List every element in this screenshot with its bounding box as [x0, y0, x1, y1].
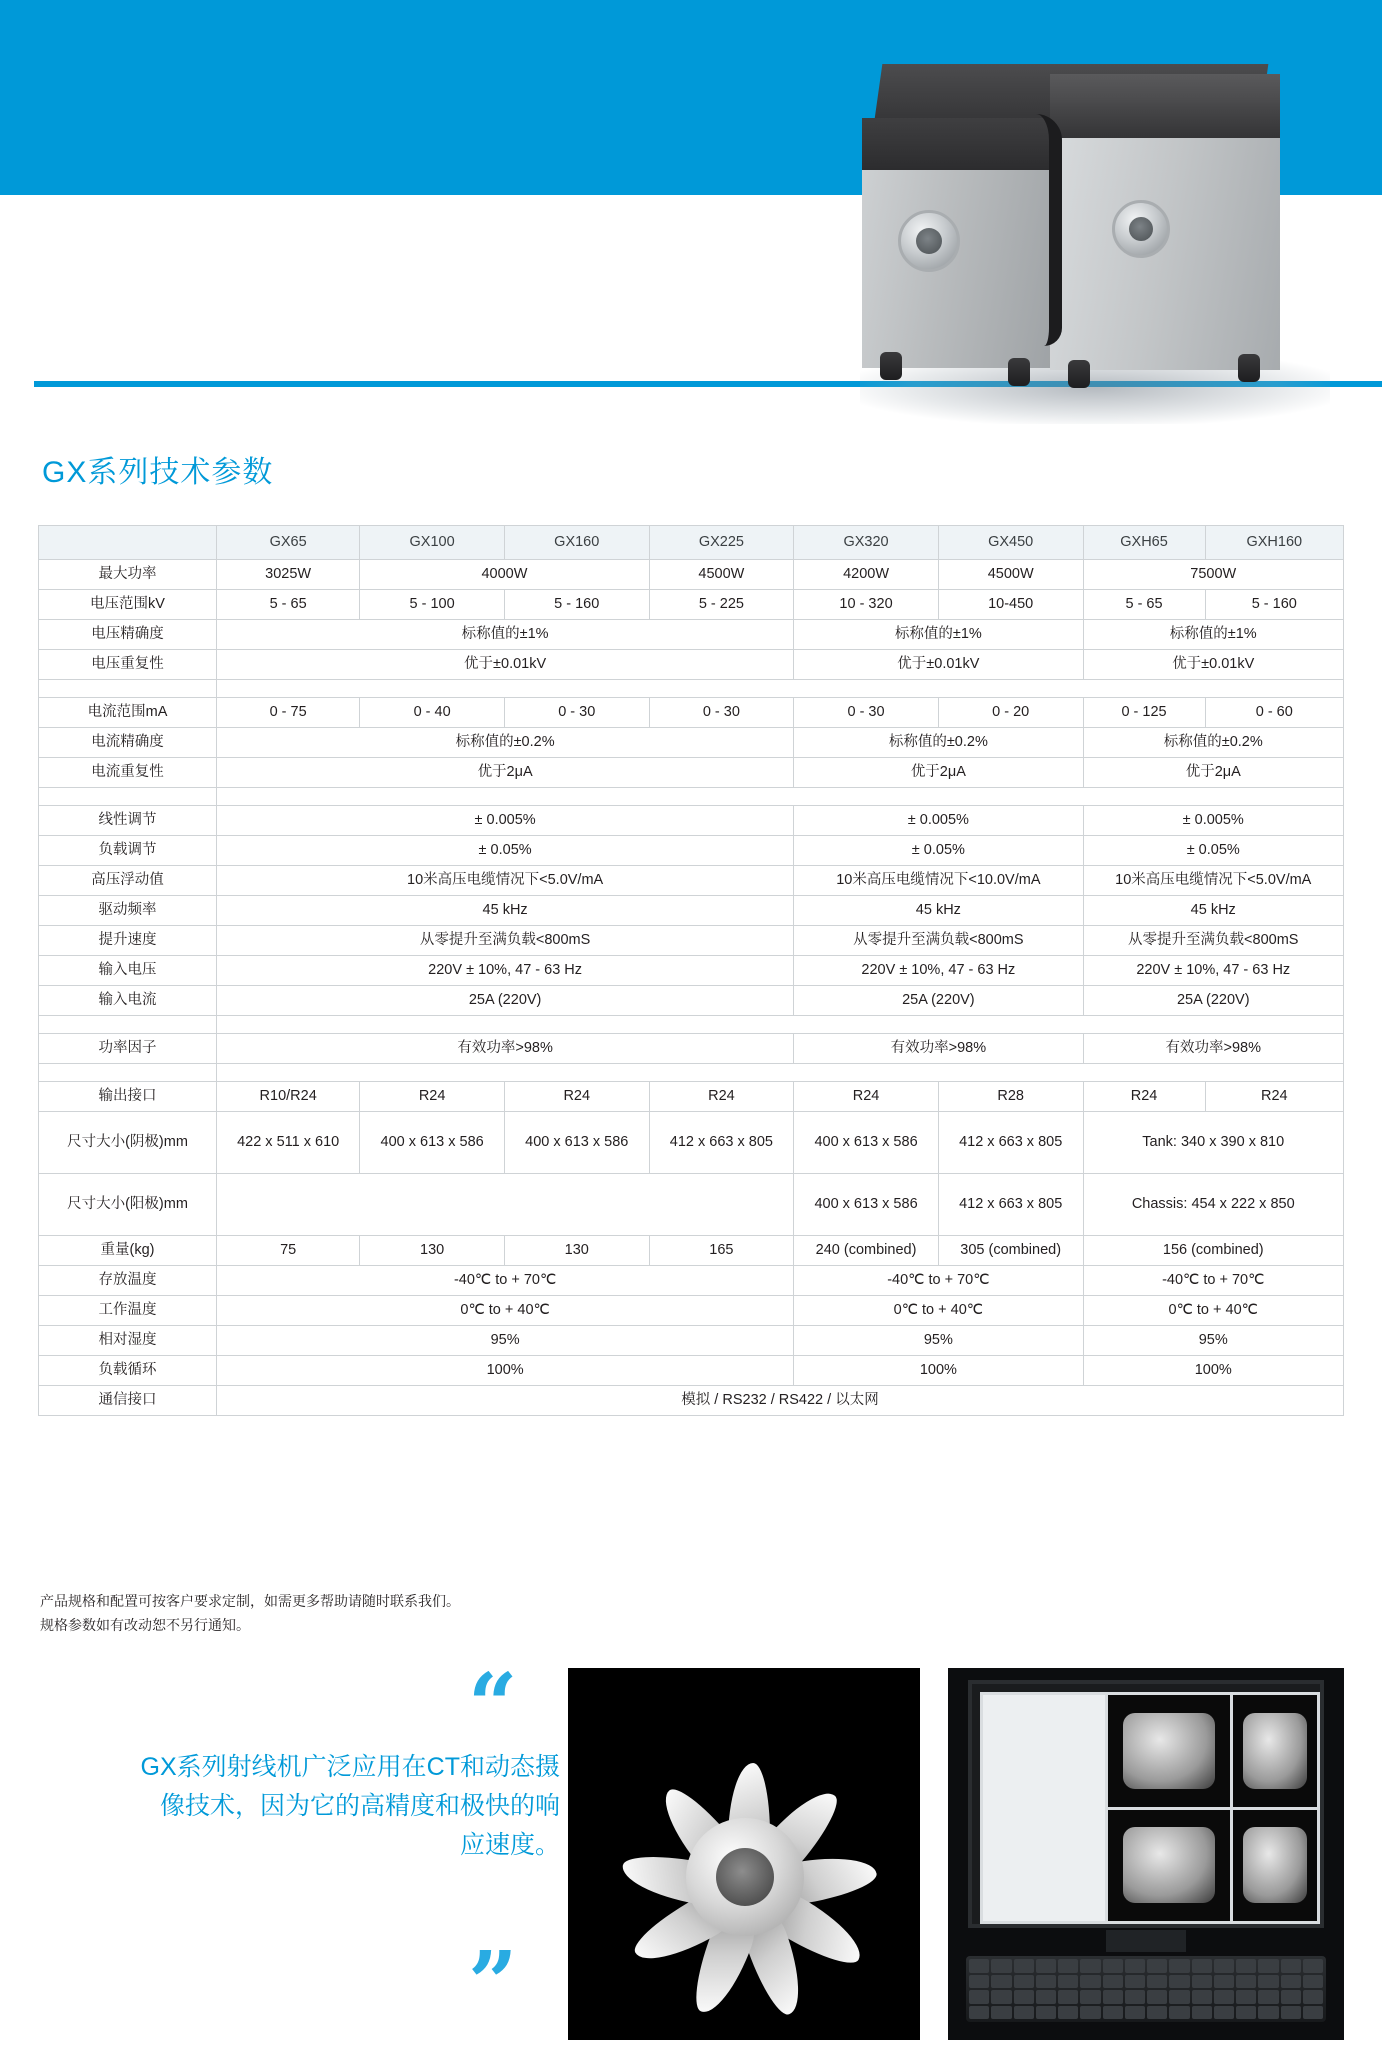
spec-row-label: 驱动频率	[39, 896, 217, 926]
spec-cell: -40℃ to + 70℃	[1083, 1266, 1344, 1296]
spec-row-label: 输入电压	[39, 956, 217, 986]
keyboard-key	[1080, 1959, 1100, 1973]
spec-cell: 400 x 613 x 586	[794, 1112, 939, 1174]
spec-column-header-gx160: GX160	[504, 526, 649, 560]
keyboard-key	[1058, 2006, 1078, 2020]
table-row	[39, 956, 1344, 986]
table-row	[39, 1356, 1344, 1386]
spec-cell: 25A (220V)	[794, 986, 1083, 1016]
spacer-label-cell	[39, 1016, 217, 1034]
spec-cell: 0 - 60	[1205, 698, 1343, 728]
table-row	[39, 560, 1344, 590]
spec-cell: ± 0.05%	[794, 836, 1083, 866]
spec-cell: R24	[649, 1082, 794, 1112]
spec-cell: 7500W	[1083, 560, 1344, 590]
table-row	[39, 1266, 1344, 1296]
keyboard-key	[1147, 1990, 1167, 2004]
spec-row-label: 尺寸大小(阴极)mm	[39, 1112, 217, 1174]
spec-cell: 165	[649, 1236, 794, 1266]
ct-part-render	[1123, 1713, 1216, 1789]
quote-text: GX系列射线机广泛应用在CT和动态摄像技术，因为它的高精度和极快的响应速度。	[140, 1753, 560, 1859]
spec-cell: 4000W	[360, 560, 649, 590]
ct-part-render	[1243, 1713, 1307, 1789]
spec-row-label: 最大功率	[39, 560, 217, 590]
table-row	[39, 620, 1344, 650]
keyboard-key	[1125, 1990, 1145, 2004]
spec-cell: R28	[938, 1082, 1083, 1112]
spec-cell: 10米高压电缆情况下<5.0V/mA	[217, 866, 794, 896]
spec-cell: R24	[794, 1082, 939, 1112]
spec-cell: ± 0.05%	[1083, 836, 1344, 866]
ct-viewport-top-left	[1108, 1695, 1230, 1807]
keyboard-key	[1192, 2006, 1212, 2020]
keyboard-key	[1080, 2006, 1100, 2020]
spec-cell: R24	[1083, 1082, 1205, 1112]
keyboard-key	[1125, 1959, 1145, 1973]
spec-cell: ± 0.05%	[217, 836, 794, 866]
footnotes	[40, 1590, 460, 1638]
spec-cell: 95%	[1083, 1326, 1344, 1356]
spec-cell: 0 - 30	[649, 698, 794, 728]
spec-row-label: 输出接口	[39, 1082, 217, 1112]
spec-cell: 412 x 663 x 805	[938, 1174, 1083, 1236]
keyboard-key	[1014, 2006, 1034, 2020]
keyboard-key	[1192, 1975, 1212, 1989]
keyboard-key	[1214, 1959, 1234, 1973]
spec-cell: 130	[360, 1236, 505, 1266]
table-row	[39, 1034, 1344, 1064]
keyboard-key	[1058, 1975, 1078, 1989]
spec-cell: R24	[1205, 1082, 1343, 1112]
spec-row-label: 功率因子	[39, 1034, 217, 1064]
spacer-label-cell	[39, 680, 217, 698]
keyboard-key	[969, 1959, 989, 1973]
spec-cell: 45 kHz	[794, 896, 1083, 926]
table-spacer-row	[39, 1064, 1344, 1082]
machine-wheel	[1008, 358, 1030, 386]
spec-cell	[217, 1174, 794, 1236]
spec-cell: 优于2μA	[217, 758, 794, 788]
photo-ct-impeller	[568, 1668, 920, 2040]
keyboard-key	[1236, 2006, 1256, 2020]
spec-row-label: 工作温度	[39, 1296, 217, 1326]
spec-cell: 400 x 613 x 586	[794, 1174, 939, 1236]
keyboard-key	[1236, 1990, 1256, 2004]
spec-row-label: 电压精确度	[39, 620, 217, 650]
keyboard-key	[1303, 2006, 1323, 2020]
machine-output-port-left-core	[916, 228, 942, 254]
spec-cell: 标称值的±0.2%	[1083, 728, 1344, 758]
spec-cell: 156 (combined)	[1083, 1236, 1344, 1266]
spec-cell: 412 x 663 x 805	[938, 1112, 1083, 1174]
spec-cell: 5 - 160	[504, 590, 649, 620]
spec-cell: 从零提升至满负载<800mS	[217, 926, 794, 956]
table-row	[39, 758, 1344, 788]
spec-cell: 3025W	[217, 560, 360, 590]
keyboard-key	[1192, 1990, 1212, 2004]
quote-open-mark: “	[468, 1655, 518, 1756]
specification-table	[38, 525, 1344, 1416]
spec-row-label: 重量(kg)	[39, 1236, 217, 1266]
keyboard-key	[1258, 1975, 1278, 1989]
keyboard-key	[1169, 1990, 1189, 2004]
spec-cell: 标称值的±0.2%	[794, 728, 1083, 758]
spec-cell: 5 - 225	[649, 590, 794, 620]
spec-cell: 0 - 40	[360, 698, 505, 728]
keyboard-key	[1125, 2006, 1145, 2020]
table-spacer-row	[39, 680, 1344, 698]
spec-cell: 100%	[1083, 1356, 1344, 1386]
spec-table-head	[39, 526, 1344, 560]
spec-cell: 优于±0.01kV	[794, 650, 1083, 680]
spec-table-corner-cell	[39, 526, 217, 560]
keyboard-key	[1258, 1959, 1278, 1973]
table-spacer-row	[39, 788, 1344, 806]
spec-row-label: 存放温度	[39, 1266, 217, 1296]
spec-cell: R24	[504, 1082, 649, 1112]
spec-cell: 95%	[217, 1326, 794, 1356]
spec-cell: 100%	[217, 1356, 794, 1386]
spec-cell: 10米高压电缆情况下<10.0V/mA	[794, 866, 1083, 896]
machine-wheel	[880, 352, 902, 380]
spec-cell: 25A (220V)	[217, 986, 794, 1016]
keyboard-key	[1036, 1959, 1056, 1973]
table-spacer-row	[39, 1016, 1344, 1034]
monitor-screen	[980, 1692, 1320, 1924]
table-row	[39, 650, 1344, 680]
spec-cell: 0℃ to + 40℃	[1083, 1296, 1344, 1326]
spec-cell: 400 x 613 x 586	[360, 1112, 505, 1174]
keyboard-key	[1303, 1990, 1323, 2004]
spec-cell: Chassis: 454 x 222 x 850	[1083, 1174, 1344, 1236]
spec-table-header-row	[39, 526, 1344, 560]
spec-cell: 优于±0.01kV	[217, 650, 794, 680]
spec-row-label: 负载调节	[39, 836, 217, 866]
spec-cell: 45 kHz	[1083, 896, 1344, 926]
spec-column-header-gx320: GX320	[794, 526, 939, 560]
spec-cell: 0 - 20	[938, 698, 1083, 728]
table-row	[39, 1386, 1344, 1416]
machine-wheel	[1068, 360, 1090, 388]
ct-part-render	[1123, 1827, 1216, 1903]
spec-cell: Tank: 340 x 390 x 810	[1083, 1112, 1344, 1174]
keyboard-key	[1303, 1975, 1323, 1989]
spec-cell: 412 x 663 x 805	[649, 1112, 794, 1174]
table-row	[39, 986, 1344, 1016]
spec-cell: 130	[504, 1236, 649, 1266]
spec-row-label: 电压重复性	[39, 650, 217, 680]
spacer-label-cell	[39, 788, 217, 806]
keyboard-key	[1125, 1975, 1145, 1989]
spec-cell: 220V ± 10%, 47 - 63 Hz	[217, 956, 794, 986]
monitor-stand	[1106, 1930, 1186, 1952]
spec-cell: 标称值的±1%	[1083, 620, 1344, 650]
spec-row-label: 相对湿度	[39, 1326, 217, 1356]
keyboard-key	[1147, 2006, 1167, 2020]
spec-cell: 标称值的±1%	[217, 620, 794, 650]
spec-cell: -40℃ to + 70℃	[217, 1266, 794, 1296]
spec-row-label: 电流范围mA	[39, 698, 217, 728]
spec-cell: 240 (combined)	[794, 1236, 939, 1266]
keyboard-key	[991, 1975, 1011, 1989]
spec-cell: 从零提升至满负载<800mS	[1083, 926, 1344, 956]
impeller-hub-bore	[716, 1848, 774, 1906]
keyboard	[966, 1956, 1326, 2022]
spec-cell: 0 - 30	[794, 698, 939, 728]
spec-cell: 305 (combined)	[938, 1236, 1083, 1266]
spec-row-label: 电流重复性	[39, 758, 217, 788]
table-row	[39, 806, 1344, 836]
ct-viewport-bottom-left	[1108, 1810, 1230, 1922]
spec-cell: 0 - 75	[217, 698, 360, 728]
keyboard-key	[1036, 1990, 1056, 2004]
spec-cell: 优于±0.01kV	[1083, 650, 1344, 680]
monitor-bezel	[968, 1680, 1324, 1928]
spacer-cell	[217, 788, 1344, 806]
keyboard-key	[1103, 1990, 1123, 2004]
spec-cell: 220V ± 10%, 47 - 63 Hz	[1083, 956, 1344, 986]
spec-cell: 5 - 100	[360, 590, 505, 620]
spec-cell: 220V ± 10%, 47 - 63 Hz	[794, 956, 1083, 986]
spec-row-label: 线性调节	[39, 806, 217, 836]
spec-cell: 5 - 65	[217, 590, 360, 620]
keyboard-key	[1258, 2006, 1278, 2020]
keyboard-key	[1147, 1975, 1167, 1989]
footnote-line-1: 产品规格和配置可按客户要求定制，如需更多帮助请随时联系我们。	[40, 1593, 460, 1609]
ct-viewport-bottom-right	[1233, 1810, 1317, 1922]
table-row	[39, 1326, 1344, 1356]
spec-cell: 优于2μA	[1083, 758, 1344, 788]
spec-cell: 25A (220V)	[1083, 986, 1344, 1016]
keyboard-key	[1103, 1975, 1123, 1989]
keyboard-key	[991, 1959, 1011, 1973]
keyboard-key	[1036, 2006, 1056, 2020]
table-row	[39, 728, 1344, 758]
spec-cell: 45 kHz	[217, 896, 794, 926]
keyboard-key	[1036, 1975, 1056, 1989]
spacer-cell	[217, 1064, 1344, 1082]
table-row	[39, 836, 1344, 866]
accent-divider-notch	[0, 375, 34, 393]
spec-cell: 0℃ to + 40℃	[794, 1296, 1083, 1326]
spec-cell: 模拟 / RS232 / RS422 / 以太网	[217, 1386, 1344, 1416]
ct-tool-panel	[983, 1695, 1105, 1921]
spec-cell: R10/R24	[217, 1082, 360, 1112]
spec-cell: 422 x 511 x 610	[217, 1112, 360, 1174]
spec-row-label: 负载循环	[39, 1356, 217, 1386]
keyboard-key	[1214, 1975, 1234, 1989]
spec-cell: 优于2μA	[794, 758, 1083, 788]
keyboard-key	[1169, 2006, 1189, 2020]
spec-cell: 4500W	[649, 560, 794, 590]
spec-cell: 75	[217, 1236, 360, 1266]
spec-cell: 0 - 30	[504, 698, 649, 728]
spec-row-label: 电流精确度	[39, 728, 217, 758]
keyboard-key	[1080, 1975, 1100, 1989]
spec-cell: 标称值的±1%	[794, 620, 1083, 650]
keyboard-key	[1080, 1990, 1100, 2004]
keyboard-key	[1103, 2006, 1123, 2020]
ct-viewport-top-right	[1233, 1695, 1317, 1807]
spec-column-header-gx65: GX65	[217, 526, 360, 560]
spec-row-label: 提升速度	[39, 926, 217, 956]
keyboard-key	[1014, 1990, 1034, 2004]
table-row	[39, 1236, 1344, 1266]
ct-part-render	[1243, 1827, 1307, 1903]
spec-cell: 400 x 613 x 586	[504, 1112, 649, 1174]
spacer-cell	[217, 1016, 1344, 1034]
spec-cell: R24	[360, 1082, 505, 1112]
keyboard-key	[1258, 1990, 1278, 2004]
spec-row-label: 尺寸大小(阳极)mm	[39, 1174, 217, 1236]
keyboard-key	[991, 1990, 1011, 2004]
keyboard-key	[1281, 2006, 1301, 2020]
keyboard-key	[1014, 1959, 1034, 1973]
machine-dark-panel-right	[1050, 102, 1280, 138]
spec-cell: ± 0.005%	[217, 806, 794, 836]
table-row	[39, 590, 1344, 620]
keyboard-key	[1169, 1975, 1189, 1989]
spec-cell: 10 - 320	[794, 590, 939, 620]
spec-cell: 0℃ to + 40℃	[217, 1296, 794, 1326]
keyboard-key	[969, 2006, 989, 2020]
keyboard-key	[1303, 1959, 1323, 1973]
spec-cell: -40℃ to + 70℃	[794, 1266, 1083, 1296]
spec-table-container	[38, 525, 1344, 1416]
spec-column-header-gxh65: GXH65	[1083, 526, 1205, 560]
spec-cell: 从零提升至满负载<800mS	[794, 926, 1083, 956]
spec-column-header-gx450: GX450	[938, 526, 1083, 560]
spec-cell: 5 - 160	[1205, 590, 1343, 620]
table-row	[39, 1174, 1344, 1236]
table-row	[39, 698, 1344, 728]
table-row	[39, 926, 1344, 956]
keyboard-key	[1169, 1959, 1189, 1973]
spec-cell: 有效功率>98%	[1083, 1034, 1344, 1064]
table-row	[39, 1296, 1344, 1326]
keyboard-key	[1236, 1959, 1256, 1973]
spec-cell: 标称值的±0.2%	[217, 728, 794, 758]
keyboard-key	[1103, 1959, 1123, 1973]
spec-row-label: 电压范围kV	[39, 590, 217, 620]
spec-column-header-gx225: GX225	[649, 526, 794, 560]
spec-cell: ± 0.005%	[1083, 806, 1344, 836]
spacer-cell	[217, 680, 1344, 698]
spec-row-label: 输入电流	[39, 986, 217, 1016]
keyboard-key	[1281, 1959, 1301, 1973]
footnote-line-2: 规格参数如有改动恕不另行通知。	[40, 1616, 250, 1633]
keyboard-key	[1236, 1975, 1256, 1989]
keyboard-key	[1058, 1990, 1078, 2004]
spec-cell: 95%	[794, 1326, 1083, 1356]
table-row	[39, 1112, 1344, 1174]
spec-cell: 4500W	[938, 560, 1083, 590]
product-photo-generator	[840, 22, 1370, 442]
spec-cell: 10米高压电缆情况下<5.0V/mA	[1083, 866, 1344, 896]
spec-cell: 10-450	[938, 590, 1083, 620]
table-row	[39, 1082, 1344, 1112]
keyboard-key	[969, 1990, 989, 2004]
keyboard-key	[1214, 1990, 1234, 2004]
spec-cell: 有效功率>98%	[217, 1034, 794, 1064]
spec-column-header-gx100: GX100	[360, 526, 505, 560]
spec-cell: 100%	[794, 1356, 1083, 1386]
spec-cell: ± 0.005%	[794, 806, 1083, 836]
keyboard-key	[1214, 2006, 1234, 2020]
spec-column-header-gxh160: GXH160	[1205, 526, 1343, 560]
machine-dark-panel-left	[862, 118, 1050, 170]
machine-output-port-right-core	[1129, 217, 1153, 241]
photo-ct-workstation	[948, 1668, 1344, 2040]
spec-table-body	[39, 560, 1344, 1416]
quote-close-mark: ”	[468, 1933, 518, 2034]
spec-cell: 0 - 125	[1083, 698, 1205, 728]
spec-cell: 4200W	[794, 560, 939, 590]
keyboard-key	[1014, 1975, 1034, 1989]
keyboard-key	[1192, 1959, 1212, 1973]
keyboard-key	[1058, 1959, 1078, 1973]
table-row	[39, 866, 1344, 896]
keyboard-key	[1147, 1959, 1167, 1973]
spec-cell: 有效功率>98%	[794, 1034, 1083, 1064]
machine-hv-cable	[1036, 114, 1062, 346]
spec-cell: 5 - 65	[1083, 590, 1205, 620]
machine-wheel	[1238, 354, 1260, 382]
spec-row-label: 高压浮动值	[39, 866, 217, 896]
spec-row-label: 通信接口	[39, 1386, 217, 1416]
spacer-label-cell	[39, 1064, 217, 1082]
keyboard-key	[991, 2006, 1011, 2020]
keyboard-key	[1281, 1990, 1301, 2004]
page-title: GX系列技术参数	[42, 456, 274, 489]
keyboard-key	[1281, 1975, 1301, 1989]
table-row	[39, 896, 1344, 926]
keyboard-key	[969, 1975, 989, 1989]
